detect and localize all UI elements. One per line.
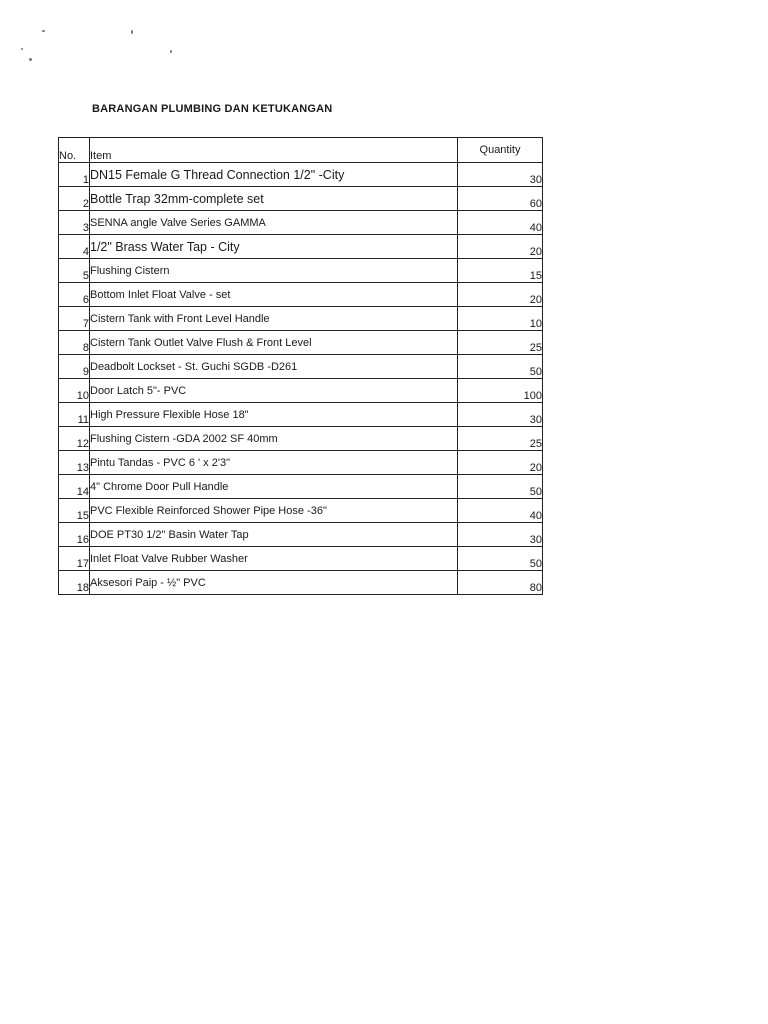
row-number: 3 xyxy=(59,211,90,235)
header-item: Item xyxy=(90,138,458,163)
table-row xyxy=(59,475,543,499)
table-row xyxy=(59,451,543,475)
table-row xyxy=(59,163,543,187)
table-row xyxy=(59,211,543,235)
table-row xyxy=(59,187,543,211)
table-row xyxy=(59,235,543,259)
item-quantity: 30 xyxy=(458,403,543,427)
item-name: Flushing Cistern xyxy=(90,259,458,283)
header-quantity: Quantity xyxy=(458,138,543,163)
table-row xyxy=(59,379,543,403)
item-name: Bottom Inlet Float Valve - set xyxy=(90,283,458,307)
row-number: 8 xyxy=(59,331,90,355)
item-name: 4" Chrome Door Pull Handle xyxy=(90,475,458,499)
scan-speck xyxy=(42,30,45,32)
item-quantity: 50 xyxy=(458,547,543,571)
row-number: 13 xyxy=(59,451,90,475)
table-row xyxy=(59,523,543,547)
item-quantity: 40 xyxy=(458,499,543,523)
item-name: Cistern Tank with Front Level Handle xyxy=(90,307,458,331)
item-name: 1/2" Brass Water Tap - City xyxy=(90,235,458,259)
item-name: Inlet Float Valve Rubber Washer xyxy=(90,547,458,571)
row-number: 6 xyxy=(59,283,90,307)
item-quantity: 20 xyxy=(458,235,543,259)
item-name: High Pressure Flexible Hose 18" xyxy=(90,403,458,427)
item-quantity: 30 xyxy=(458,523,543,547)
scan-speck xyxy=(29,58,32,61)
item-quantity: 30 xyxy=(458,163,543,187)
row-number: 1 xyxy=(59,163,90,187)
table-row xyxy=(59,259,543,283)
table-row xyxy=(59,403,543,427)
table-row xyxy=(59,283,543,307)
item-name: DN15 Female G Thread Connection 1/2" -City xyxy=(90,163,458,187)
table-row xyxy=(59,307,543,331)
item-quantity: 100 xyxy=(458,379,543,403)
table-row xyxy=(59,427,543,451)
row-number: 16 xyxy=(59,523,90,547)
item-quantity: 25 xyxy=(458,331,543,355)
item-quantity: 60 xyxy=(458,187,543,211)
row-number: 7 xyxy=(59,307,90,331)
item-quantity: 20 xyxy=(458,283,543,307)
item-name: Deadbolt Lockset - St. Guchi SGDB -D261 xyxy=(90,355,458,379)
table-row xyxy=(59,571,543,595)
table-row xyxy=(59,499,543,523)
table-row xyxy=(59,331,543,355)
item-name: Bottle Trap 32mm-complete set xyxy=(90,187,458,211)
row-number: 18 xyxy=(59,571,90,595)
table-body xyxy=(59,163,543,595)
row-number: 17 xyxy=(59,547,90,571)
item-name: Aksesori Paip - ½" PVC xyxy=(90,571,458,595)
row-number: 5 xyxy=(59,259,90,283)
row-number: 2 xyxy=(59,187,90,211)
table-row xyxy=(59,355,543,379)
item-quantity: 10 xyxy=(458,307,543,331)
item-quantity: 20 xyxy=(458,451,543,475)
row-number: 12 xyxy=(59,427,90,451)
row-number: 9 xyxy=(59,355,90,379)
row-number: 14 xyxy=(59,475,90,499)
table-row xyxy=(59,547,543,571)
row-number: 4 xyxy=(59,235,90,259)
scan-speck xyxy=(21,48,23,50)
header-no: No. xyxy=(59,138,90,163)
item-name: Door Latch 5"- PVC xyxy=(90,379,458,403)
item-quantity: 50 xyxy=(458,475,543,499)
item-name: PVC Flexible Reinforced Shower Pipe Hose -36" xyxy=(90,499,458,523)
row-number: 15 xyxy=(59,499,90,523)
scan-speck xyxy=(131,30,133,34)
row-number: 11 xyxy=(59,403,90,427)
item-quantity: 15 xyxy=(458,259,543,283)
scan-speck xyxy=(170,50,172,53)
document-title: BARANGAN PLUMBING DAN KETUKANGAN xyxy=(92,103,333,115)
row-number: 10 xyxy=(59,379,90,403)
item-name: Flushing Cistern -GDA 2002 SF 40mm xyxy=(90,427,458,451)
table-header-row xyxy=(59,138,543,163)
item-quantity: 25 xyxy=(458,427,543,451)
item-quantity: 80 xyxy=(458,571,543,595)
item-quantity: 50 xyxy=(458,355,543,379)
item-quantity: 40 xyxy=(458,211,543,235)
item-name: Pintu Tandas - PVC 6 ' x 2'3" xyxy=(90,451,458,475)
item-name: Cistern Tank Outlet Valve Flush & Front Level xyxy=(90,331,458,355)
item-name: SENNA angle Valve Series GAMMA xyxy=(90,211,458,235)
item-name: DOE PT30 1/2" Basin Water Tap xyxy=(90,523,458,547)
items-table xyxy=(58,137,543,595)
